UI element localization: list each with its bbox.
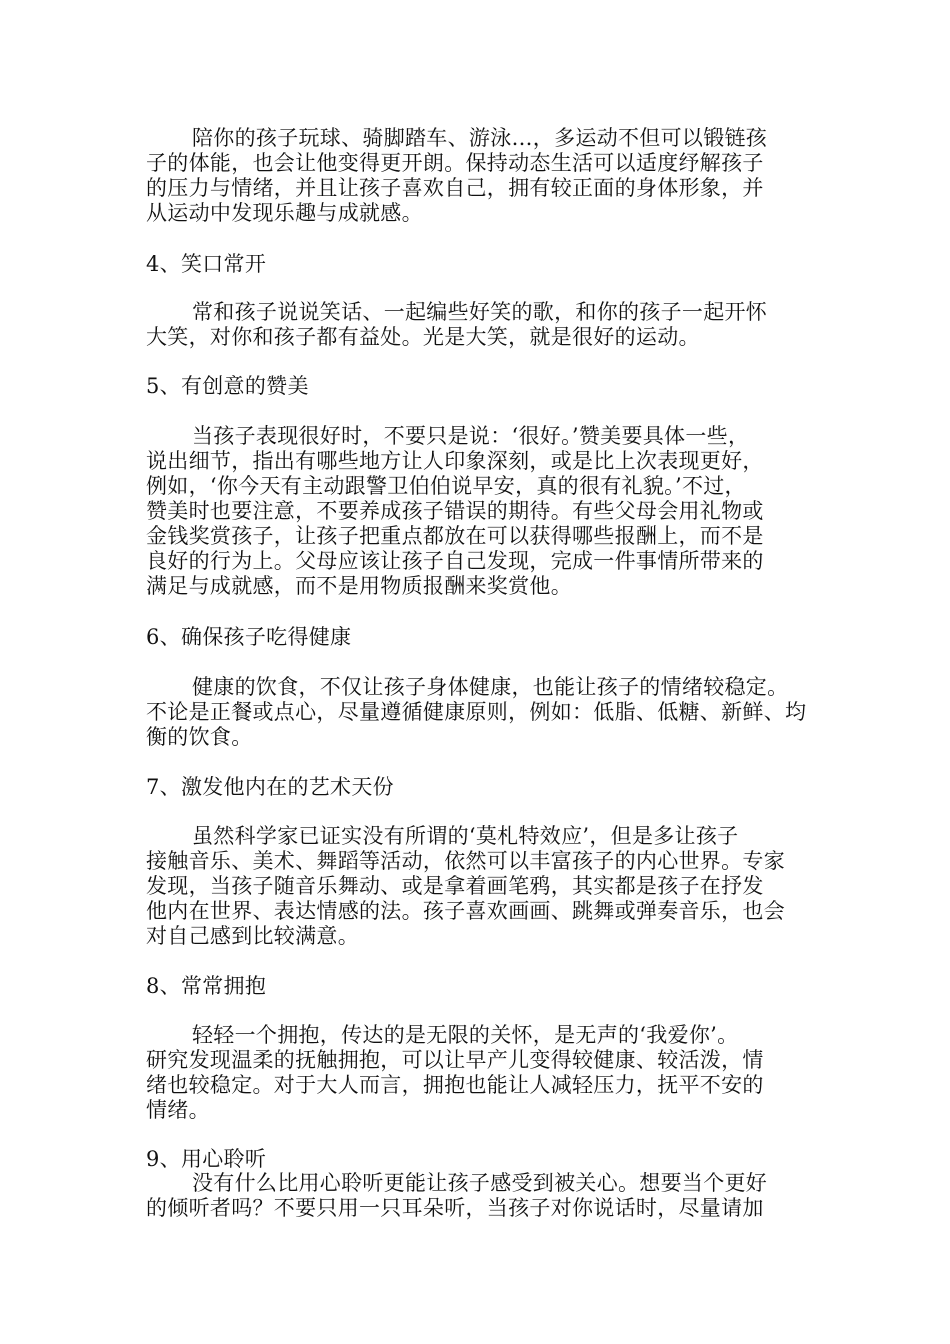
section-heading: 4、笑口常开 xyxy=(146,252,267,276)
paragraph-line: 发现，当孩子随音乐舞动、或是拿着画笔鸦，其实都是孩子在抒发 xyxy=(146,874,764,898)
paragraph-line: 虽然科学家已证实没有所谓的‘莫札特效应’，但是多让孩子 xyxy=(192,824,739,848)
paragraph-line: 大笑，对你和孩子都有益处。光是大笑，就是很好的运动。 xyxy=(146,325,700,349)
paragraph-line: 说出细节，指出有哪些地方让人印象深刻，或是比上次表现更好， xyxy=(146,449,764,473)
paragraph-line: 的压力与情绪，并且让孩子喜欢自己，拥有较正面的身体形象，并 xyxy=(146,176,764,200)
paragraph-line: 接触音乐、美术、舞蹈等活动，依然可以丰富孩子的内心世界。专家 xyxy=(146,849,785,873)
paragraph-line: 例如，‘你今天有主动跟警卫伯伯说早安，真的很有礼貌。’不过， xyxy=(146,474,746,498)
paragraph-line: 陪你的孩子玩球、骑脚踏车、游泳…，多运动不但可以锻链孩 xyxy=(192,126,768,150)
paragraph-line: 没有什么比用心聆听更能让孩子感受到被关心。想要当个更好 xyxy=(192,1171,768,1195)
paragraph-line: 他内在世界、表达情感的法。孩子喜欢画画、跳舞或弹奏音乐，也会 xyxy=(146,899,785,923)
section-heading: 6、确保孩子吃得健康 xyxy=(146,625,352,649)
paragraph-line: 常和孩子说说笑话、一起编些好笑的歌，和你的孩子一起开怀 xyxy=(192,300,768,324)
paragraph-line: 赞美时也要注意，不要养成孩子错误的期待。有些父母会用礼物或 xyxy=(146,499,764,523)
paragraph-line: 满足与成就感，而不是用物质报酬来奖赏他。 xyxy=(146,574,572,598)
section-heading: 5、有创意的赞美 xyxy=(146,374,309,398)
paragraph-line: 当孩子表现很好时，不要只是说：‘很好。’赞美要具体一些， xyxy=(192,424,750,448)
paragraph-line: 良好的行为上。父母应该让孩子自己发现，完成一件事情所带来的 xyxy=(146,549,764,573)
paragraph-line: 对自己感到比较满意。 xyxy=(146,924,359,948)
paragraph-line: 健康的饮食，不仅让孩子身体健康，也能让孩子的情绪较稳定。 xyxy=(192,675,789,699)
section-heading: 9、用心聆听 xyxy=(146,1147,267,1171)
paragraph-line: 研究发现温柔的抚触拥抱，可以让早产儿变得较健康、较活泼，情 xyxy=(146,1048,764,1072)
section-heading: 7、激发他内在的艺术天份 xyxy=(146,775,394,799)
paragraph-line: 衡的饮食。 xyxy=(146,725,253,749)
section-heading: 8、常常拥抱 xyxy=(146,974,267,998)
paragraph-line: 情绪。 xyxy=(146,1098,210,1122)
paragraph-line: 轻轻一个拥抱，传达的是无限的关怀，是无声的‘我爱你’。 xyxy=(192,1023,739,1047)
paragraph-line: 绪也较稳定。对于大人而言，拥抱也能让人减轻压力，抚平不安的 xyxy=(146,1073,764,1097)
paragraph-line: 金钱奖赏孩子，让孩子把重点都放在可以获得哪些报酬上，而不是 xyxy=(146,524,764,548)
paragraph-line: 不论是正餐或点心，尽量遵循健康原则，例如：低脂、低糖、新鲜、均 xyxy=(146,700,807,724)
paragraph-line: 从运动中发现乐趣与成就感。 xyxy=(146,201,423,225)
paragraph-line: 子的体能，也会让他变得更开朗。保持动态生活可以适度纾解孩子 xyxy=(146,151,764,175)
paragraph-line: 的倾听者吗？不要只用一只耳朵听，当孩子对你说话时，尽量请加 xyxy=(146,1196,764,1220)
